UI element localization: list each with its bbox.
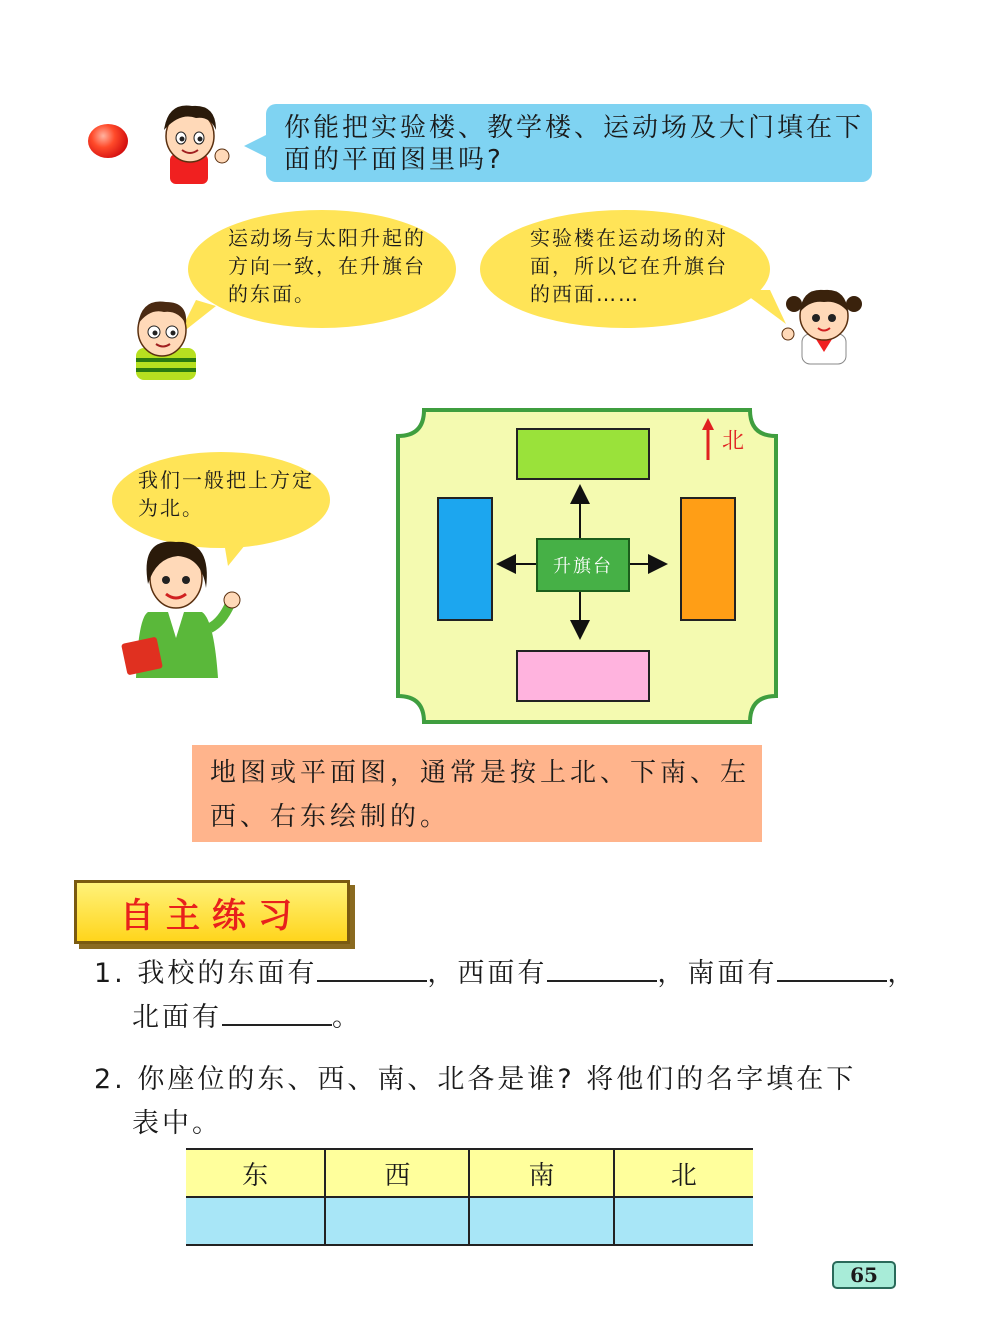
question-text: 你能把实验楼、教学楼、运动场及大门填在下面的平面图里吗? xyxy=(284,113,865,175)
table-cell-west[interactable] xyxy=(325,1197,469,1245)
speech-bubble-boy xyxy=(188,210,456,328)
question-box-tail xyxy=(244,134,268,158)
building-west[interactable] xyxy=(437,497,493,621)
table-header-row xyxy=(186,1149,753,1197)
building-south[interactable] xyxy=(516,650,650,702)
exercise-1-text-east: 我校的东面有 xyxy=(137,958,318,989)
rule-note-text: 地图或平面图，通常是按上北、下南、左西、右东绘制的。 xyxy=(210,758,751,832)
blank-east[interactable] xyxy=(317,954,427,982)
speech-bubble-girl xyxy=(480,210,770,328)
table-header-west: 西 xyxy=(325,1149,469,1197)
blank-south[interactable] xyxy=(777,954,887,982)
exercise-2-line-2: 表中。 xyxy=(132,1108,222,1139)
exercise-1-text-south: ，南面有 xyxy=(657,958,778,989)
boy-pointing-icon xyxy=(150,96,232,188)
page-number: 65 xyxy=(832,1261,896,1289)
rule-note-box xyxy=(192,745,762,842)
table-cell-north[interactable] xyxy=(614,1197,753,1245)
exercise-1-text-west: ，西面有 xyxy=(427,958,548,989)
direction-names-table xyxy=(186,1148,753,1246)
girl-pointing-icon xyxy=(780,282,868,368)
section-title: 自主练习 xyxy=(120,896,304,936)
exercise-1-number: 1. xyxy=(94,958,126,989)
table-header-south: 南 xyxy=(469,1149,613,1197)
section-title-box xyxy=(74,880,350,944)
building-north[interactable] xyxy=(516,428,650,480)
teacher-speech-text: 我们一般把上方定为北。 xyxy=(138,468,314,520)
question-box xyxy=(266,104,872,182)
north-label: 北 xyxy=(722,429,745,454)
table-answer-row xyxy=(186,1197,753,1245)
teacher-waving-icon xyxy=(118,528,248,688)
table-header-north: 北 xyxy=(614,1149,753,1197)
red-ball-bullet-icon xyxy=(88,124,128,158)
exercise-1-line-1 xyxy=(94,954,917,994)
exercise-1-comma: ， xyxy=(887,958,918,989)
boy-with-glasses-icon xyxy=(122,294,210,384)
table-header-east: 东 xyxy=(186,1149,325,1197)
building-east[interactable] xyxy=(680,497,736,621)
exercise-2-text: 你座位的东、西、南、北各是谁? 将他们的名字填在下 xyxy=(137,1064,857,1095)
exercise-2-line-1 xyxy=(94,1060,856,1100)
girl-speech-text: 实验楼在运动场的对面，所以它在升旗台的西面…… xyxy=(530,226,728,306)
flag-platform: 升旗台 xyxy=(536,538,630,592)
table-cell-south[interactable] xyxy=(469,1197,613,1245)
blank-west[interactable] xyxy=(547,954,657,982)
boy-speech-text: 运动场与太阳升起的方向一致，在升旗台的东面。 xyxy=(228,226,426,306)
table-cell-east[interactable] xyxy=(186,1197,325,1245)
blank-north[interactable] xyxy=(222,998,332,1026)
exercise-1-period: 。 xyxy=(332,1002,362,1033)
exercise-1-text-north: 北面有 xyxy=(132,1002,222,1033)
exercise-1-line-2 xyxy=(132,998,362,1038)
exercise-2-number: 2. xyxy=(94,1064,126,1095)
north-arrow-icon xyxy=(700,418,716,462)
